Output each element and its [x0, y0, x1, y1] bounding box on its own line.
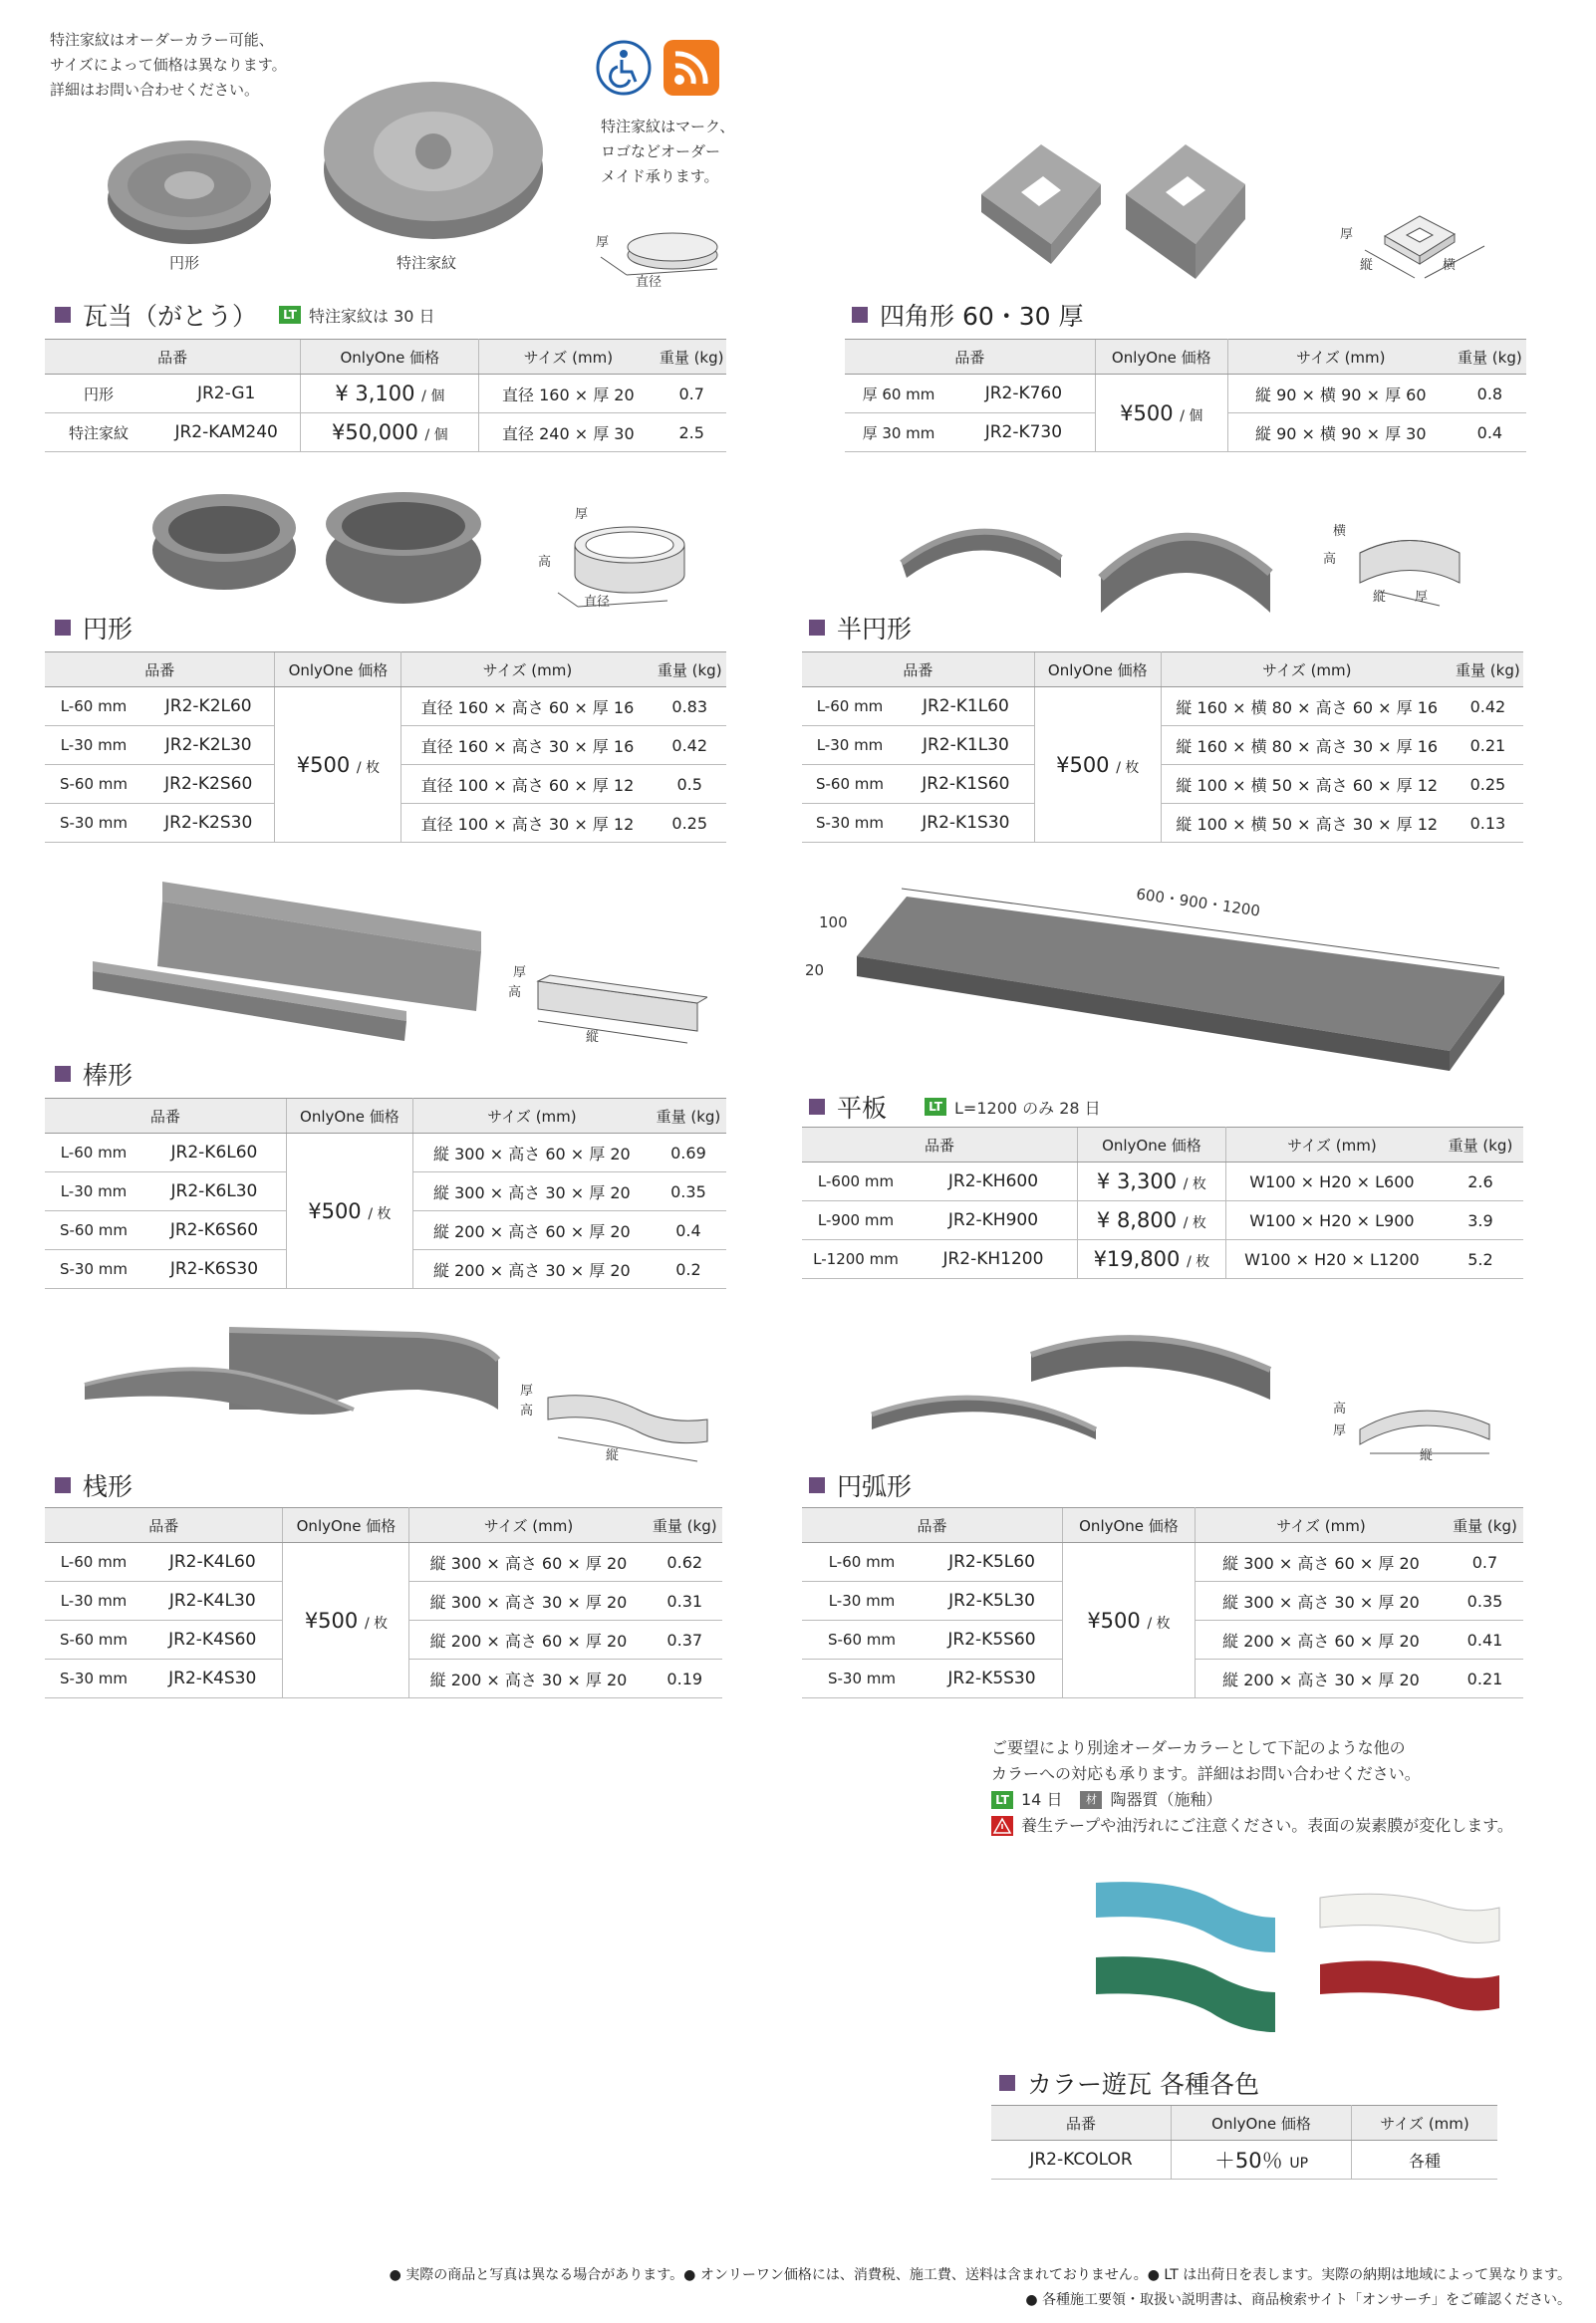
product-code: JR2-KAM240	[152, 413, 301, 452]
table-row	[45, 375, 726, 413]
section-title-hanen	[809, 610, 912, 645]
product-code: JR2-K5L30	[922, 1582, 1062, 1621]
product-code: JR2-K6L30	[142, 1172, 286, 1211]
row-label: L-60 mm	[802, 1543, 922, 1582]
price: ¥500	[296, 752, 351, 777]
product-code: JR2-KH900	[910, 1201, 1077, 1240]
price-unit: / 枚	[1183, 1176, 1206, 1192]
size: 各種	[1352, 2141, 1498, 2180]
price-unit: UP	[1289, 2156, 1309, 2172]
col-header: OnlyOne 価格	[1172, 2106, 1352, 2141]
enkei-diagram	[538, 503, 687, 618]
col-header: 品番	[991, 2106, 1172, 2141]
col-header: サイズ (mm)	[401, 652, 654, 687]
col-header: OnlyOne 価格	[286, 1099, 412, 1134]
diagram-label-taka: 高	[1323, 552, 1337, 567]
size: 縦 90 × 横 90 × 厚 30	[1227, 413, 1454, 452]
enko-table	[802, 1507, 1523, 1698]
table-row	[802, 1201, 1523, 1240]
section-marker	[55, 307, 71, 323]
weight: 0.8	[1454, 375, 1526, 413]
color-note	[991, 1735, 1513, 1839]
weight: 0.2	[651, 1250, 726, 1289]
section-title-text: 半円形	[837, 615, 913, 644]
section-title-bou	[55, 1056, 133, 1092]
weight: 0.5	[653, 765, 726, 804]
lt-note: L=1200 のみ 28 日	[954, 1098, 1101, 1118]
size: 直径 100 × 高さ 60 × 厚 12	[401, 765, 654, 804]
section-marker	[999, 2075, 1015, 2091]
col-header: 重量 (kg)	[657, 340, 726, 375]
weight: 0.4	[1454, 413, 1526, 452]
size: 縦 200 × 高さ 60 × 厚 20	[409, 1621, 648, 1660]
section-title-text: 瓦当（がとう）	[83, 302, 258, 331]
size: 直径 160 × 高さ 30 × 厚 16	[401, 726, 654, 765]
col-header: サイズ (mm)	[1352, 2106, 1498, 2141]
diagram-label-atsu: 厚	[1340, 227, 1354, 242]
size: 縦 160 × 横 80 × 高さ 60 × 厚 16	[1161, 687, 1453, 726]
price-cell	[1034, 687, 1161, 843]
row-label: L-600 mm	[802, 1162, 910, 1201]
product-code: JR2-K4L60	[142, 1543, 283, 1582]
size: W100 × H20 × L600	[1225, 1162, 1438, 1201]
warning-text: 養生テープや油汚れにご注意ください。表面の炭素膜が変化します。	[1021, 1816, 1513, 1835]
section-title-shikaku	[852, 297, 1084, 333]
price-cell	[1095, 375, 1227, 452]
weight: 2.6	[1438, 1162, 1523, 1201]
diagram-label-yoko: 横	[1333, 524, 1347, 539]
weight: 0.13	[1453, 804, 1523, 843]
size: 縦 100 × 横 50 × 高さ 30 × 厚 12	[1161, 804, 1453, 843]
weight: 0.83	[653, 687, 726, 726]
note-line: メイド承ります。	[601, 167, 719, 185]
size: 縦 200 × 高さ 60 × 厚 20	[412, 1211, 651, 1250]
size: 縦 300 × 高さ 60 × 厚 20	[412, 1134, 651, 1172]
sankei-table	[45, 1507, 722, 1698]
size: 縦 300 × 高さ 30 × 厚 20	[1195, 1582, 1447, 1621]
weight: 3.9	[1438, 1201, 1523, 1240]
product-code: JR2-K2S30	[142, 804, 275, 843]
price-cell	[1077, 1240, 1225, 1279]
section-title-enkei	[55, 610, 133, 645]
product-code: JR2-K4S30	[142, 1660, 283, 1698]
table-row	[802, 726, 1523, 765]
row-label: 円形	[45, 375, 152, 413]
section-marker	[55, 1066, 71, 1082]
col-header: OnlyOne 価格	[1062, 1508, 1195, 1543]
col-header: 品番	[45, 1508, 283, 1543]
lt-badge: LT	[279, 306, 301, 324]
diagram-label-taka: 高	[1333, 1402, 1347, 1417]
enkei-table	[45, 651, 726, 843]
weight: 0.21	[1453, 726, 1523, 765]
diagram-label-chokkei: 直径	[584, 595, 611, 610]
price-unit: / 個	[424, 427, 448, 443]
enko-photo	[867, 1320, 1285, 1439]
price-unit: / 枚	[1183, 1215, 1206, 1231]
diagram-label-atsu: 厚	[1415, 590, 1429, 605]
table-row	[802, 1543, 1523, 1582]
col-header: 重量 (kg)	[1438, 1128, 1523, 1162]
col-header: 重量 (kg)	[1453, 652, 1523, 687]
table-row	[45, 687, 726, 726]
price-cell	[1062, 1543, 1195, 1698]
table-row	[802, 1240, 1523, 1279]
product-code: JR2-K5S30	[922, 1660, 1062, 1698]
row-label: S-30 mm	[802, 804, 898, 843]
diagram-label-taka: 高	[538, 555, 552, 570]
col-header: 品番	[845, 340, 1095, 375]
weight: 0.69	[651, 1134, 726, 1172]
weight: 0.41	[1447, 1621, 1523, 1660]
color-lt-row	[991, 1787, 1513, 1813]
price: ¥500	[308, 1198, 362, 1223]
product-code: JR2-K1S30	[898, 804, 1034, 843]
col-header: サイズ (mm)	[479, 340, 658, 375]
row-label: S-60 mm	[802, 765, 898, 804]
product-code: JR2-K2L60	[142, 687, 275, 726]
row-label: L-1200 mm	[802, 1240, 910, 1279]
price-cell	[1077, 1201, 1225, 1240]
product-code: JR2-K5L60	[922, 1543, 1062, 1582]
hanen-table	[802, 651, 1523, 843]
section-marker	[809, 1099, 825, 1115]
bou-table	[45, 1098, 726, 1289]
price: ¥ 3,100	[335, 382, 415, 405]
weight: 0.7	[1447, 1543, 1523, 1582]
note-line: ロゴなどオーダー	[601, 142, 721, 160]
table-row	[802, 765, 1523, 804]
price: ¥19,800	[1093, 1247, 1181, 1271]
product-code: JR2-K4L30	[142, 1582, 283, 1621]
color-table	[991, 2105, 1497, 2180]
caption-tokuchu: 特注家紋	[397, 254, 457, 272]
product-code: JR2-G1	[152, 375, 301, 413]
gato-note	[50, 28, 287, 103]
row-label: L-30 mm	[45, 1582, 142, 1621]
weight: 0.4	[651, 1211, 726, 1250]
diagram-label-yoko: 横	[1443, 258, 1457, 273]
table-row	[802, 1162, 1523, 1201]
lt-days: 14 日	[1021, 1790, 1063, 1809]
section-title-enko	[809, 1467, 912, 1503]
warning-row	[991, 1813, 1513, 1839]
weight: 0.25	[653, 804, 726, 843]
shikaku-table	[845, 339, 1526, 452]
col-header: サイズ (mm)	[412, 1099, 651, 1134]
size: W100 × H20 × L1200	[1225, 1240, 1438, 1279]
price-unit: / 枚	[1147, 1615, 1171, 1632]
row-label: S-30 mm	[45, 804, 142, 843]
price: ¥ 8,800	[1096, 1208, 1178, 1232]
weight: 0.19	[647, 1660, 722, 1698]
heiban-dim-height: 20	[805, 961, 825, 979]
row-label: L-30 mm	[802, 726, 898, 765]
col-header: OnlyOne 価格	[275, 652, 401, 687]
diagram-label-tate: 縦	[1373, 590, 1387, 605]
price-unit: / 枚	[356, 759, 381, 776]
section-marker	[852, 307, 868, 323]
size: 縦 200 × 高さ 30 × 厚 20	[1195, 1660, 1447, 1698]
col-header: 品番	[802, 652, 1034, 687]
price-unit: / 枚	[364, 1615, 389, 1632]
weight: 0.31	[647, 1582, 722, 1621]
size: 縦 100 × 横 50 × 高さ 60 × 厚 12	[1161, 765, 1453, 804]
row-label: L-30 mm	[45, 726, 142, 765]
size: 直径 160 × 厚 20	[479, 375, 658, 413]
note-line: 特注家紋はオーダーカラー可能、	[50, 31, 274, 49]
product-code: JR2-K4S60	[142, 1621, 283, 1660]
price: ¥500	[1120, 400, 1174, 425]
heiban-table	[802, 1127, 1523, 1279]
size: 直径 240 × 厚 30	[479, 413, 658, 452]
size: 縦 90 × 横 90 × 厚 60	[1227, 375, 1454, 413]
section-title-heiban	[809, 1089, 1101, 1125]
section-title-text: 桟形	[83, 1472, 133, 1501]
weight: 0.21	[1447, 1660, 1523, 1698]
size: 縦 200 × 高さ 30 × 厚 20	[412, 1250, 651, 1289]
note-line: 特注家紋はマーク、	[601, 118, 735, 135]
diagram-label-atsu: 厚	[513, 965, 527, 980]
row-label: L-60 mm	[45, 687, 142, 726]
section-title-text: 円弧形	[837, 1472, 913, 1501]
product-code: JR2-K1L60	[898, 687, 1034, 726]
bou-diagram	[508, 961, 707, 1051]
weight: 2.5	[657, 413, 726, 452]
product-code: JR2-K6S30	[142, 1250, 286, 1289]
table-row	[45, 1543, 722, 1582]
material-text: 陶器質（施釉）	[1110, 1790, 1222, 1809]
lt-badge: LT	[991, 1791, 1013, 1809]
section-marker	[55, 1477, 71, 1493]
col-header: 品番	[802, 1508, 1062, 1543]
warning-icon	[991, 1816, 1013, 1836]
section-title-text: 円形	[83, 615, 133, 644]
price-cell	[1172, 2141, 1352, 2180]
row-label: 特注家紋	[45, 413, 152, 452]
row-label: L-30 mm	[802, 1582, 922, 1621]
lt-note: 特注家紋は 30 日	[309, 306, 435, 326]
row-label: L-900 mm	[802, 1201, 910, 1240]
shikaku-diagram	[1325, 204, 1494, 284]
price-cell	[1077, 1162, 1225, 1201]
enkei-photo	[149, 488, 493, 608]
weight: 0.35	[651, 1172, 726, 1211]
size: 縦 200 × 高さ 60 × 厚 20	[1195, 1621, 1447, 1660]
table-row	[991, 2141, 1497, 2180]
weight: 0.37	[647, 1621, 722, 1660]
row-label: L-60 mm	[45, 1134, 142, 1172]
section-title-text: 平板	[837, 1094, 888, 1123]
diagram-label-atsu: 厚	[575, 507, 589, 522]
col-header: OnlyOne 価格	[1095, 340, 1227, 375]
col-header: 重量 (kg)	[647, 1508, 722, 1543]
col-header: 重量 (kg)	[1447, 1508, 1523, 1543]
heiban-dim-length: 600・900・1200	[1135, 885, 1262, 920]
price: ¥500	[1087, 1608, 1141, 1633]
section-marker	[809, 1477, 825, 1493]
section-marker	[809, 620, 825, 636]
diagram-label-chokkei: 直径	[636, 275, 663, 290]
row-label: S-30 mm	[45, 1250, 142, 1289]
price: ¥50,000	[331, 420, 418, 444]
note-line: サイズによって価格は異なります。	[50, 56, 287, 74]
weight: 0.7	[657, 375, 726, 413]
price-cell	[275, 687, 401, 843]
diagram-label-taka: 高	[520, 1404, 534, 1419]
section-title-text: カラー遊瓦 各種各色	[1027, 2070, 1259, 2099]
weight: 0.62	[647, 1543, 722, 1582]
price: ¥500	[1056, 752, 1110, 777]
size: 縦 300 × 高さ 30 × 厚 20	[412, 1172, 651, 1211]
price-unit: / 枚	[1187, 1254, 1210, 1270]
size: 直径 160 × 高さ 60 × 厚 16	[401, 687, 654, 726]
size: 縦 300 × 高さ 30 × 厚 20	[409, 1582, 648, 1621]
product-code: JR2-K6L60	[142, 1134, 286, 1172]
lt-badge: LT	[925, 1098, 946, 1116]
product-code: JR2-K6S60	[142, 1211, 286, 1250]
diagram-label-atsu: 厚	[520, 1384, 534, 1399]
section-title-text: 四角形 60・30 厚	[880, 302, 1084, 331]
product-code: JR2-KCOLOR	[991, 2141, 1172, 2180]
size: 直径 100 × 高さ 30 × 厚 12	[401, 804, 654, 843]
table-row	[802, 804, 1523, 843]
col-header: サイズ (mm)	[1225, 1128, 1438, 1162]
weight: 0.25	[1453, 765, 1523, 804]
col-header: サイズ (mm)	[1195, 1508, 1447, 1543]
col-header: OnlyOne 価格	[301, 340, 479, 375]
price-unit: / 枚	[368, 1205, 392, 1222]
table-row	[45, 413, 726, 452]
section-title-gato	[55, 297, 435, 333]
color-note-line: カラーへの対応も承ります。詳細はお問い合わせください。	[991, 1764, 1421, 1783]
diagram-label-tate: 縦	[1360, 258, 1374, 273]
row-label: S-60 mm	[45, 1211, 142, 1250]
col-header: 品番	[45, 1099, 286, 1134]
price-cell	[301, 413, 479, 452]
row-label: S-60 mm	[45, 1621, 142, 1660]
diagram-label-atsu: 厚	[596, 235, 610, 250]
product-code: JR2-K1L30	[898, 726, 1034, 765]
diagram-label-tate: 縦	[606, 1448, 620, 1463]
color-samples-photo	[1091, 1873, 1509, 2052]
row-label: S-60 mm	[802, 1621, 922, 1660]
col-header: 重量 (kg)	[653, 652, 726, 687]
footer-note-2: ● 各種施工要領・取扱い説明書は、商品検索サイト「オンサーチ」をご確認ください。	[1025, 2292, 1571, 2308]
disc-diagram	[593, 217, 732, 297]
mark-note	[601, 115, 734, 189]
row-label: L-30 mm	[45, 1172, 142, 1211]
col-header: サイズ (mm)	[1227, 340, 1454, 375]
bou-photo	[88, 872, 486, 1046]
row-label: L-60 mm	[802, 687, 898, 726]
heiban-dim-width: 100	[819, 913, 848, 931]
size: 縦 160 × 横 80 × 高さ 30 × 厚 16	[1161, 726, 1453, 765]
price-unit: / 枚	[1116, 759, 1140, 776]
row-label: S-60 mm	[45, 765, 142, 804]
price-cell	[283, 1543, 409, 1698]
col-header: 品番	[802, 1128, 1077, 1162]
col-header: OnlyOne 価格	[1077, 1128, 1225, 1162]
col-header: 品番	[45, 340, 301, 375]
diagram-label-atsu: 厚	[1333, 1423, 1347, 1438]
product-code: JR2-KH1200	[910, 1240, 1077, 1279]
weight: 0.42	[653, 726, 726, 765]
weight: 0.35	[1447, 1582, 1523, 1621]
price-unit: / 個	[421, 388, 445, 404]
price-cell	[286, 1134, 412, 1289]
size: 縦 300 × 高さ 60 × 厚 20	[1195, 1543, 1447, 1582]
rss-icon	[662, 38, 721, 98]
table-row	[845, 375, 1526, 413]
sankei-photo	[80, 1320, 508, 1439]
gato-crest-photo	[319, 60, 548, 249]
row-label: 厚 30 mm	[845, 413, 952, 452]
product-code: JR2-K1S60	[898, 765, 1034, 804]
section-title-text: 棒形	[83, 1061, 133, 1090]
weight: 0.42	[1453, 687, 1523, 726]
caption-enkei: 円形	[169, 254, 200, 272]
size: 縦 300 × 高さ 60 × 厚 20	[409, 1543, 648, 1582]
col-header: OnlyOne 価格	[283, 1508, 409, 1543]
col-header: サイズ (mm)	[409, 1508, 648, 1543]
col-header: 重量 (kg)	[1454, 340, 1526, 375]
material-icon: 材	[1080, 1791, 1102, 1809]
size: W100 × H20 × L900	[1225, 1201, 1438, 1240]
diagram-label-tate: 縦	[1420, 1448, 1434, 1463]
col-header: 品番	[45, 652, 275, 687]
price-cell	[301, 375, 479, 413]
weight: 5.2	[1438, 1240, 1523, 1279]
price: ＋50％	[1213, 2149, 1283, 2173]
price: ¥500	[304, 1608, 359, 1633]
section-marker	[55, 620, 71, 636]
row-label: L-60 mm	[45, 1543, 142, 1582]
product-code: JR2-KH600	[910, 1162, 1077, 1201]
row-label: S-30 mm	[802, 1660, 922, 1698]
row-label: S-30 mm	[45, 1660, 142, 1698]
wheelchair-icon	[596, 40, 652, 96]
product-code: JR2-K730	[952, 413, 1095, 452]
product-code: JR2-K2L30	[142, 726, 275, 765]
gato-table	[45, 339, 726, 452]
color-note-line: ご要望により別途オーダーカラーとして下記のような他の	[991, 1738, 1406, 1757]
shikaku-photo	[971, 134, 1260, 284]
gato-round-photo	[100, 120, 279, 249]
price-unit: / 個	[1180, 407, 1203, 424]
row-label: 厚 60 mm	[845, 375, 952, 413]
note-line: 詳細はお問い合わせください。	[50, 81, 260, 99]
product-code: JR2-K760	[952, 375, 1095, 413]
hanen-photo	[897, 503, 1285, 623]
product-code: JR2-K5S60	[922, 1621, 1062, 1660]
size: 縦 200 × 高さ 30 × 厚 20	[409, 1660, 648, 1698]
col-header: サイズ (mm)	[1161, 652, 1453, 687]
col-header: 重量 (kg)	[651, 1099, 726, 1134]
diagram-label-tate: 縦	[586, 1030, 600, 1045]
price: ¥ 3,300	[1096, 1169, 1178, 1193]
table-row	[45, 1134, 726, 1172]
col-header: OnlyOne 価格	[1034, 652, 1161, 687]
section-title-sankei	[55, 1467, 133, 1503]
product-code: JR2-K2S60	[142, 765, 275, 804]
section-title-color	[999, 2065, 1259, 2101]
footer-note-1: ● 実際の商品と写真は異なる場合があります。● オンリーワン価格には、消費税、施工費、送料は含まれておりません。● LT は出荷日を表します。実際の納期は地域によって異なります。	[389, 2267, 1571, 2283]
table-row	[802, 687, 1523, 726]
diagram-label-taka: 高	[508, 985, 522, 1000]
